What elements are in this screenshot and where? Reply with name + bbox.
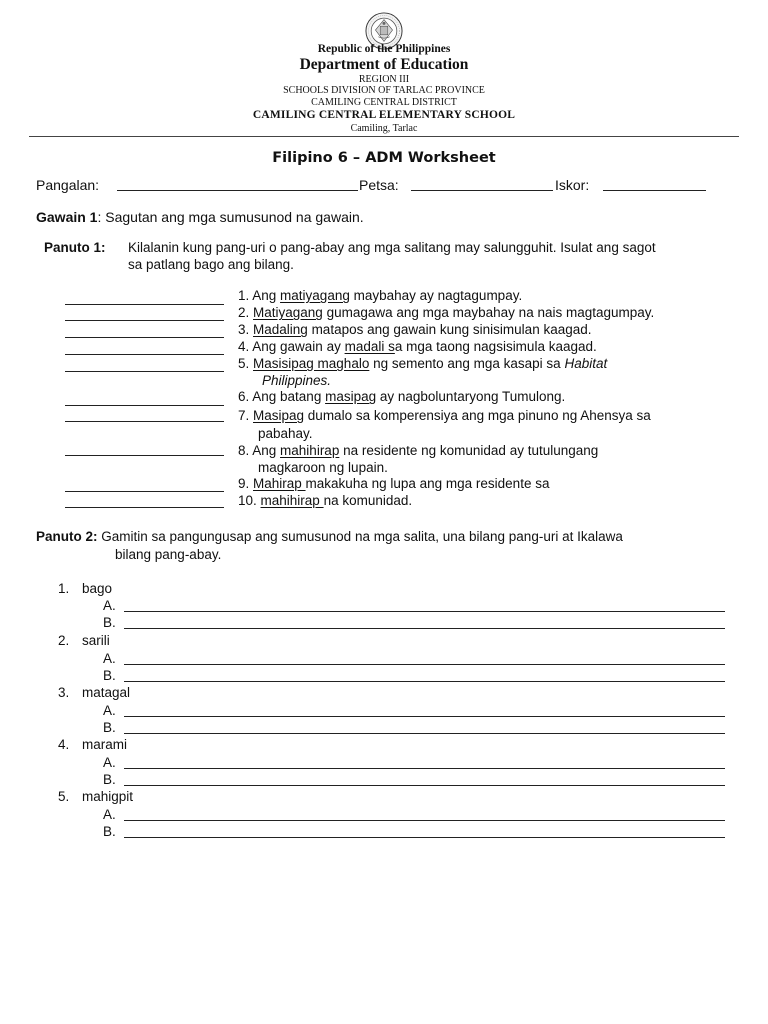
panuto2-item-number: 1. <box>58 581 70 596</box>
panuto1-item-7-cont: pabahay. <box>258 426 313 441</box>
answer-blank-6[interactable] <box>65 405 224 406</box>
panuto2-word: bago <box>82 581 113 596</box>
panuto1-item-8: 8. Ang mahihirap na residente ng komunidad ay tutulungang <box>238 443 599 458</box>
sentence-line-5a[interactable] <box>124 820 725 821</box>
school-name: CAMILING CENTRAL ELEMENTARY SCHOOL <box>252 109 516 121</box>
panuto1-item-1: 1. Ang matiyagang maybahay ay nagtagumpay. <box>238 288 523 303</box>
answer-blank-5[interactable] <box>65 371 224 372</box>
answer-blank-3[interactable] <box>65 337 224 338</box>
panuto1-item-9: 9. Mahirap makakuha ng lupa ang mga residente sa <box>238 476 550 491</box>
department-name: Department of Education <box>299 56 469 73</box>
division-line: SCHOOLS DIVISION OF TARLAC PROVINCE <box>283 85 485 96</box>
answer-blank-10[interactable] <box>65 507 224 508</box>
panuto2-word: matagal <box>82 685 131 700</box>
panuto2-line1: Gamitin sa pangungusap ang sumusunod na mga salita, una bilang pang-uri at Ikalawa <box>97 529 623 544</box>
sentence-line-3b[interactable] <box>124 733 725 734</box>
panuto1-item-3: 3. Madaling matapos ang gawain kung sinisimulan kaagad. <box>238 322 592 337</box>
option-b-label: B. <box>103 668 116 683</box>
sentence-line-2b[interactable] <box>124 681 725 682</box>
score-label: Iskor: <box>555 177 590 193</box>
header-divider <box>29 136 739 137</box>
option-a-label: A. <box>103 598 116 613</box>
underlined-word: matiyagang <box>280 288 350 303</box>
panuto2-label: Panuto 2: <box>36 529 98 544</box>
sentence-line-1a[interactable] <box>124 611 725 612</box>
option-a-label: A. <box>103 807 116 822</box>
panuto1-line2: sa patlang bago ang bilang. <box>128 257 294 272</box>
worksheet-title: Filipino 6 – ADM Worksheet <box>272 150 496 166</box>
panuto1-label: Panuto 1: <box>44 240 106 255</box>
underlined-word: Mahirap <box>253 476 306 491</box>
sentence-line-2a[interactable] <box>124 664 725 665</box>
panuto1-line1: Kilalanin kung pang-uri o pang-abay ang mga salitang may salungguhit. Isulat ang sagot <box>128 240 656 255</box>
score-field[interactable] <box>603 190 706 191</box>
answer-blank-4[interactable] <box>65 354 224 355</box>
underlined-word: Masipag <box>253 408 305 423</box>
date-label: Petsa: <box>359 177 399 193</box>
name-field[interactable] <box>117 190 358 191</box>
panuto1-item-5: 5. Masisipag maghalo ng semento ang mga kasapi sa Habitat <box>238 356 608 371</box>
underlined-word: mahihirap <box>260 493 324 508</box>
answer-blank-7[interactable] <box>65 421 224 422</box>
gawain-instruction <box>36 209 364 225</box>
panuto2-word: marami <box>82 737 128 752</box>
option-b-label: B. <box>103 772 116 787</box>
sentence-line-3a[interactable] <box>124 716 725 717</box>
option-b-label: B. <box>103 720 116 735</box>
underlined-word: madali s <box>344 339 395 354</box>
name-label: Pangalan: <box>36 177 100 193</box>
panuto1-item-7: 7. Masipag dumalo sa komperensiya ang mga pinuno ng Ahensya sa <box>238 408 651 423</box>
panuto2-instruction <box>36 529 623 544</box>
panuto1-item-5-cont: Philippines. <box>262 373 332 388</box>
underlined-word: mahihirap <box>280 443 340 458</box>
option-a-label: A. <box>103 703 116 718</box>
sentence-line-4b[interactable] <box>124 785 725 786</box>
region-line: REGION III <box>358 74 410 85</box>
option-a-label: A. <box>103 755 116 770</box>
panuto2-line2: bilang pang-abay. <box>115 547 222 562</box>
town-line: Camiling, Tarlac <box>350 123 418 134</box>
underlined-word: Masisipag maghalo <box>253 356 370 371</box>
panuto1-item-4: 4. Ang gawain ay madali sa mga taong nagsisimula kaagad. <box>238 339 597 354</box>
answer-blank-8[interactable] <box>65 455 224 456</box>
sentence-line-5b[interactable] <box>124 837 725 838</box>
underlined-word: Madaling <box>253 322 308 337</box>
panuto1-item-8-cont: magkaroon ng lupain. <box>258 460 388 475</box>
panuto2-item-number: 4. <box>58 737 70 752</box>
panuto1-item-6: 6. Ang batang masipag ay nagboluntaryong Tumulong. <box>238 389 566 404</box>
sentence-line-1b[interactable] <box>124 628 725 629</box>
option-b-label: B. <box>103 824 116 839</box>
panuto2-word: mahigpit <box>82 789 134 804</box>
sentence-line-4a[interactable] <box>124 768 725 769</box>
panuto2-word: sarili <box>82 633 110 648</box>
option-b-label: B. <box>103 615 116 630</box>
panuto2-item-number: 3. <box>58 685 70 700</box>
answer-blank-1[interactable] <box>65 304 224 305</box>
panuto1-item-10: 10. mahihirap na komunidad. <box>238 493 413 508</box>
gawain-label: Gawain 1 <box>36 209 98 225</box>
answer-blank-9[interactable] <box>65 491 224 492</box>
underlined-word: masipag <box>325 389 377 404</box>
panuto2-item-number: 2. <box>58 633 70 648</box>
republic-line: Republic of the Philippines <box>317 43 451 55</box>
underlined-word: Matiyagang <box>253 305 323 320</box>
option-a-label: A. <box>103 651 116 666</box>
district-line: CAMILING CENTRAL DISTRICT <box>311 97 457 108</box>
panuto2-item-number: 5. <box>58 789 70 804</box>
gawain-text: : Sagutan ang mga sumusunod na gawain. <box>97 209 364 225</box>
panuto1-item-2: 2. Matiyagang gumagawa ang mga maybahay na nais magtagumpay. <box>238 305 655 320</box>
answer-blank-2[interactable] <box>65 320 224 321</box>
date-field[interactable] <box>411 190 553 191</box>
